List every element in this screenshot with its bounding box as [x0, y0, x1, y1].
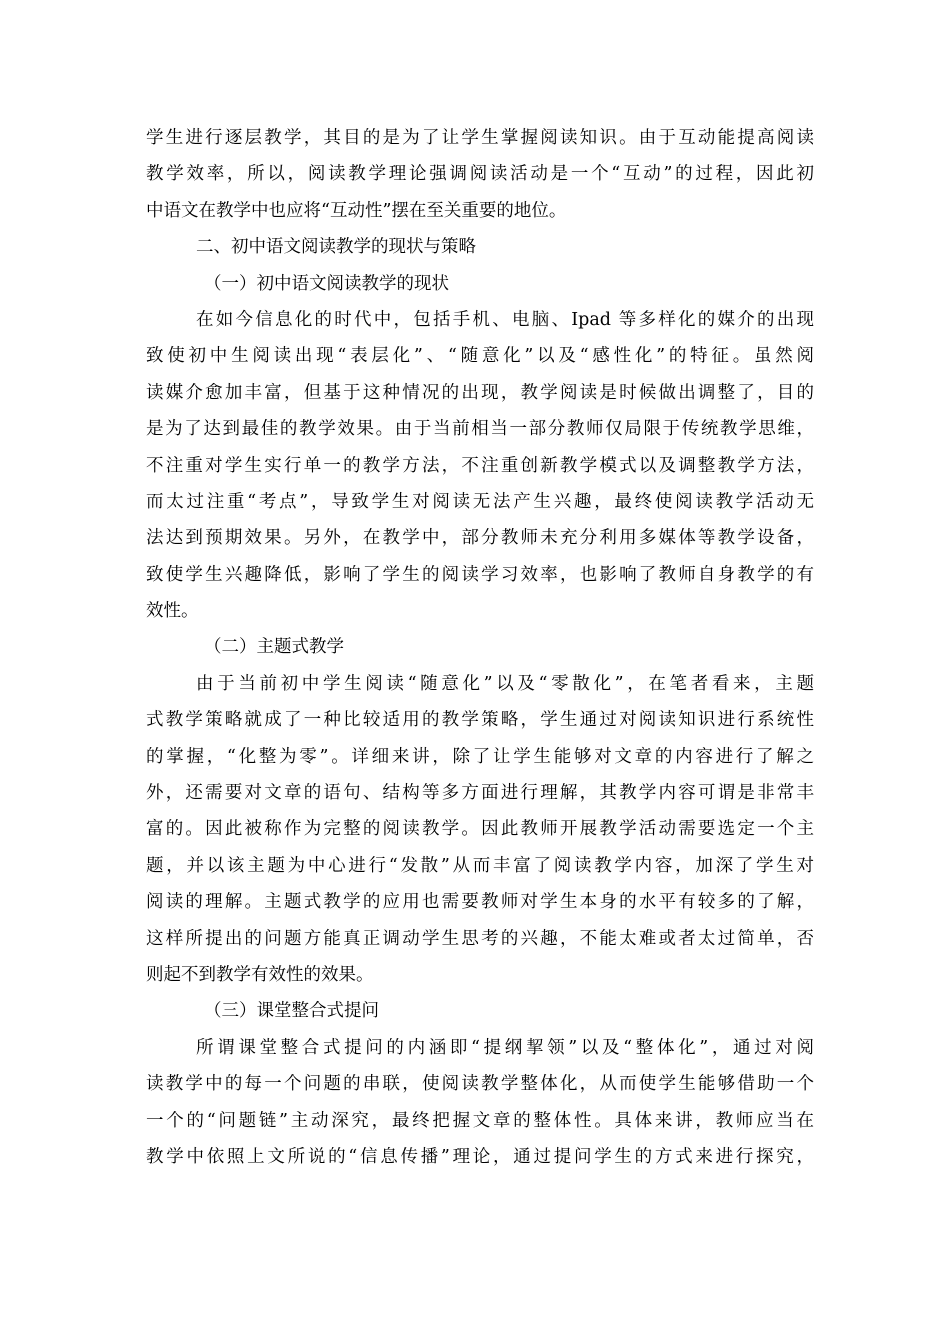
text-line: 这样所提出的问题方能真正调动学生思考的兴趣，不能太难或者太过简单，否: [146, 928, 814, 949]
text-line: 富的。因此被称作为完整的阅读教学。因此教师开展教学活动需要选定一个主: [146, 819, 814, 840]
text-line: 读媒介愈加丰富，但基于这种情况的出现，教学阅读是时候做出调整了，目的: [146, 382, 814, 403]
text-line: 学生进行逐层教学，其目的是为了让学生掌握阅读知识。由于互动能提高阅读: [146, 128, 814, 148]
text-line: 不注重对学生实行单一的教学方法，不注重创新教学模式以及调整教学方法，: [146, 455, 814, 476]
text-line: 外，还需要对文章的语句、结构等多方面进行理解，其教学内容可谓是非常丰: [146, 783, 814, 804]
text-line: 教学效率，所以，阅读教学理论强调阅读活动是一个“互动”的过程，因此初: [146, 164, 814, 185]
text-line: 教学中依照上文所说的“信息传播”理论，通过提问学生的方式来进行探究，: [146, 1146, 814, 1167]
text-line: 读教学中的每一个问题的串联，使阅读教学整体化，从而使学生能够借助一个: [146, 1074, 814, 1095]
text-line: 在如今信息化的时代中，包括手机、电脑、Ipad 等多样化的媒介的出现: [196, 309, 814, 330]
text-line: 则起不到教学有效性的效果。: [146, 964, 374, 985]
subsection-heading: （一）初中语文阅读教学的现状: [204, 273, 449, 294]
text-line: 所谓课堂整合式提问的内涵即“提纲挈领”以及“整体化”，通过对阅: [196, 1037, 814, 1058]
text-line: 中语文在教学中也应将“互动性”摆在至关重要的地位。: [146, 200, 567, 221]
section-heading: 二、初中语文阅读教学的现状与策略: [196, 237, 476, 258]
document-page: [146, 120, 814, 1175]
text-line: 效性。: [146, 601, 199, 622]
text-line: 阅读的理解。主题式教学的应用也需要教师对学生本身的水平有较多的了解，: [146, 892, 814, 913]
text-line: 致使学生兴趣降低，影响了学生的阅读学习效率，也影响了教师自身教学的有: [146, 564, 814, 585]
subsection-heading: （二）主题式教学: [204, 637, 344, 658]
subsection-heading: （三）课堂整合式提问: [204, 1001, 379, 1022]
text-line: 法达到预期效果。另外，在教学中，部分教师未充分利用多媒体等教学设备，: [146, 528, 814, 549]
text-line: 而太过注重“考点”，导致学生对阅读无法产生兴趣，最终使阅读教学活动无: [146, 491, 814, 512]
text-line: 是为了达到最佳的教学效果。由于当前相当一部分教师仅局限于传统教学思维，: [146, 419, 814, 440]
text-line: 的掌握，“化整为零”。详细来讲，除了让学生能够对文章的内容进行了解之: [146, 746, 814, 767]
text-line: 一个的“问题链”主动深究，最终把握文章的整体性。具体来讲，教师应当在: [146, 1110, 814, 1131]
text-line: 题，并以该主题为中心进行“发散”从而丰富了阅读教学内容，加深了学生对: [146, 855, 814, 876]
text-line: 式教学策略就成了一种比较适用的教学策略，学生通过对阅读知识进行系统性: [146, 710, 814, 731]
text-line: 致使初中生阅读出现“表层化”、“随意化”以及“感性化”的特征。虽然阅: [146, 346, 814, 367]
text-line: 由于当前初中学生阅读“随意化”以及“零散化”，在笔者看来，主题: [196, 673, 814, 694]
